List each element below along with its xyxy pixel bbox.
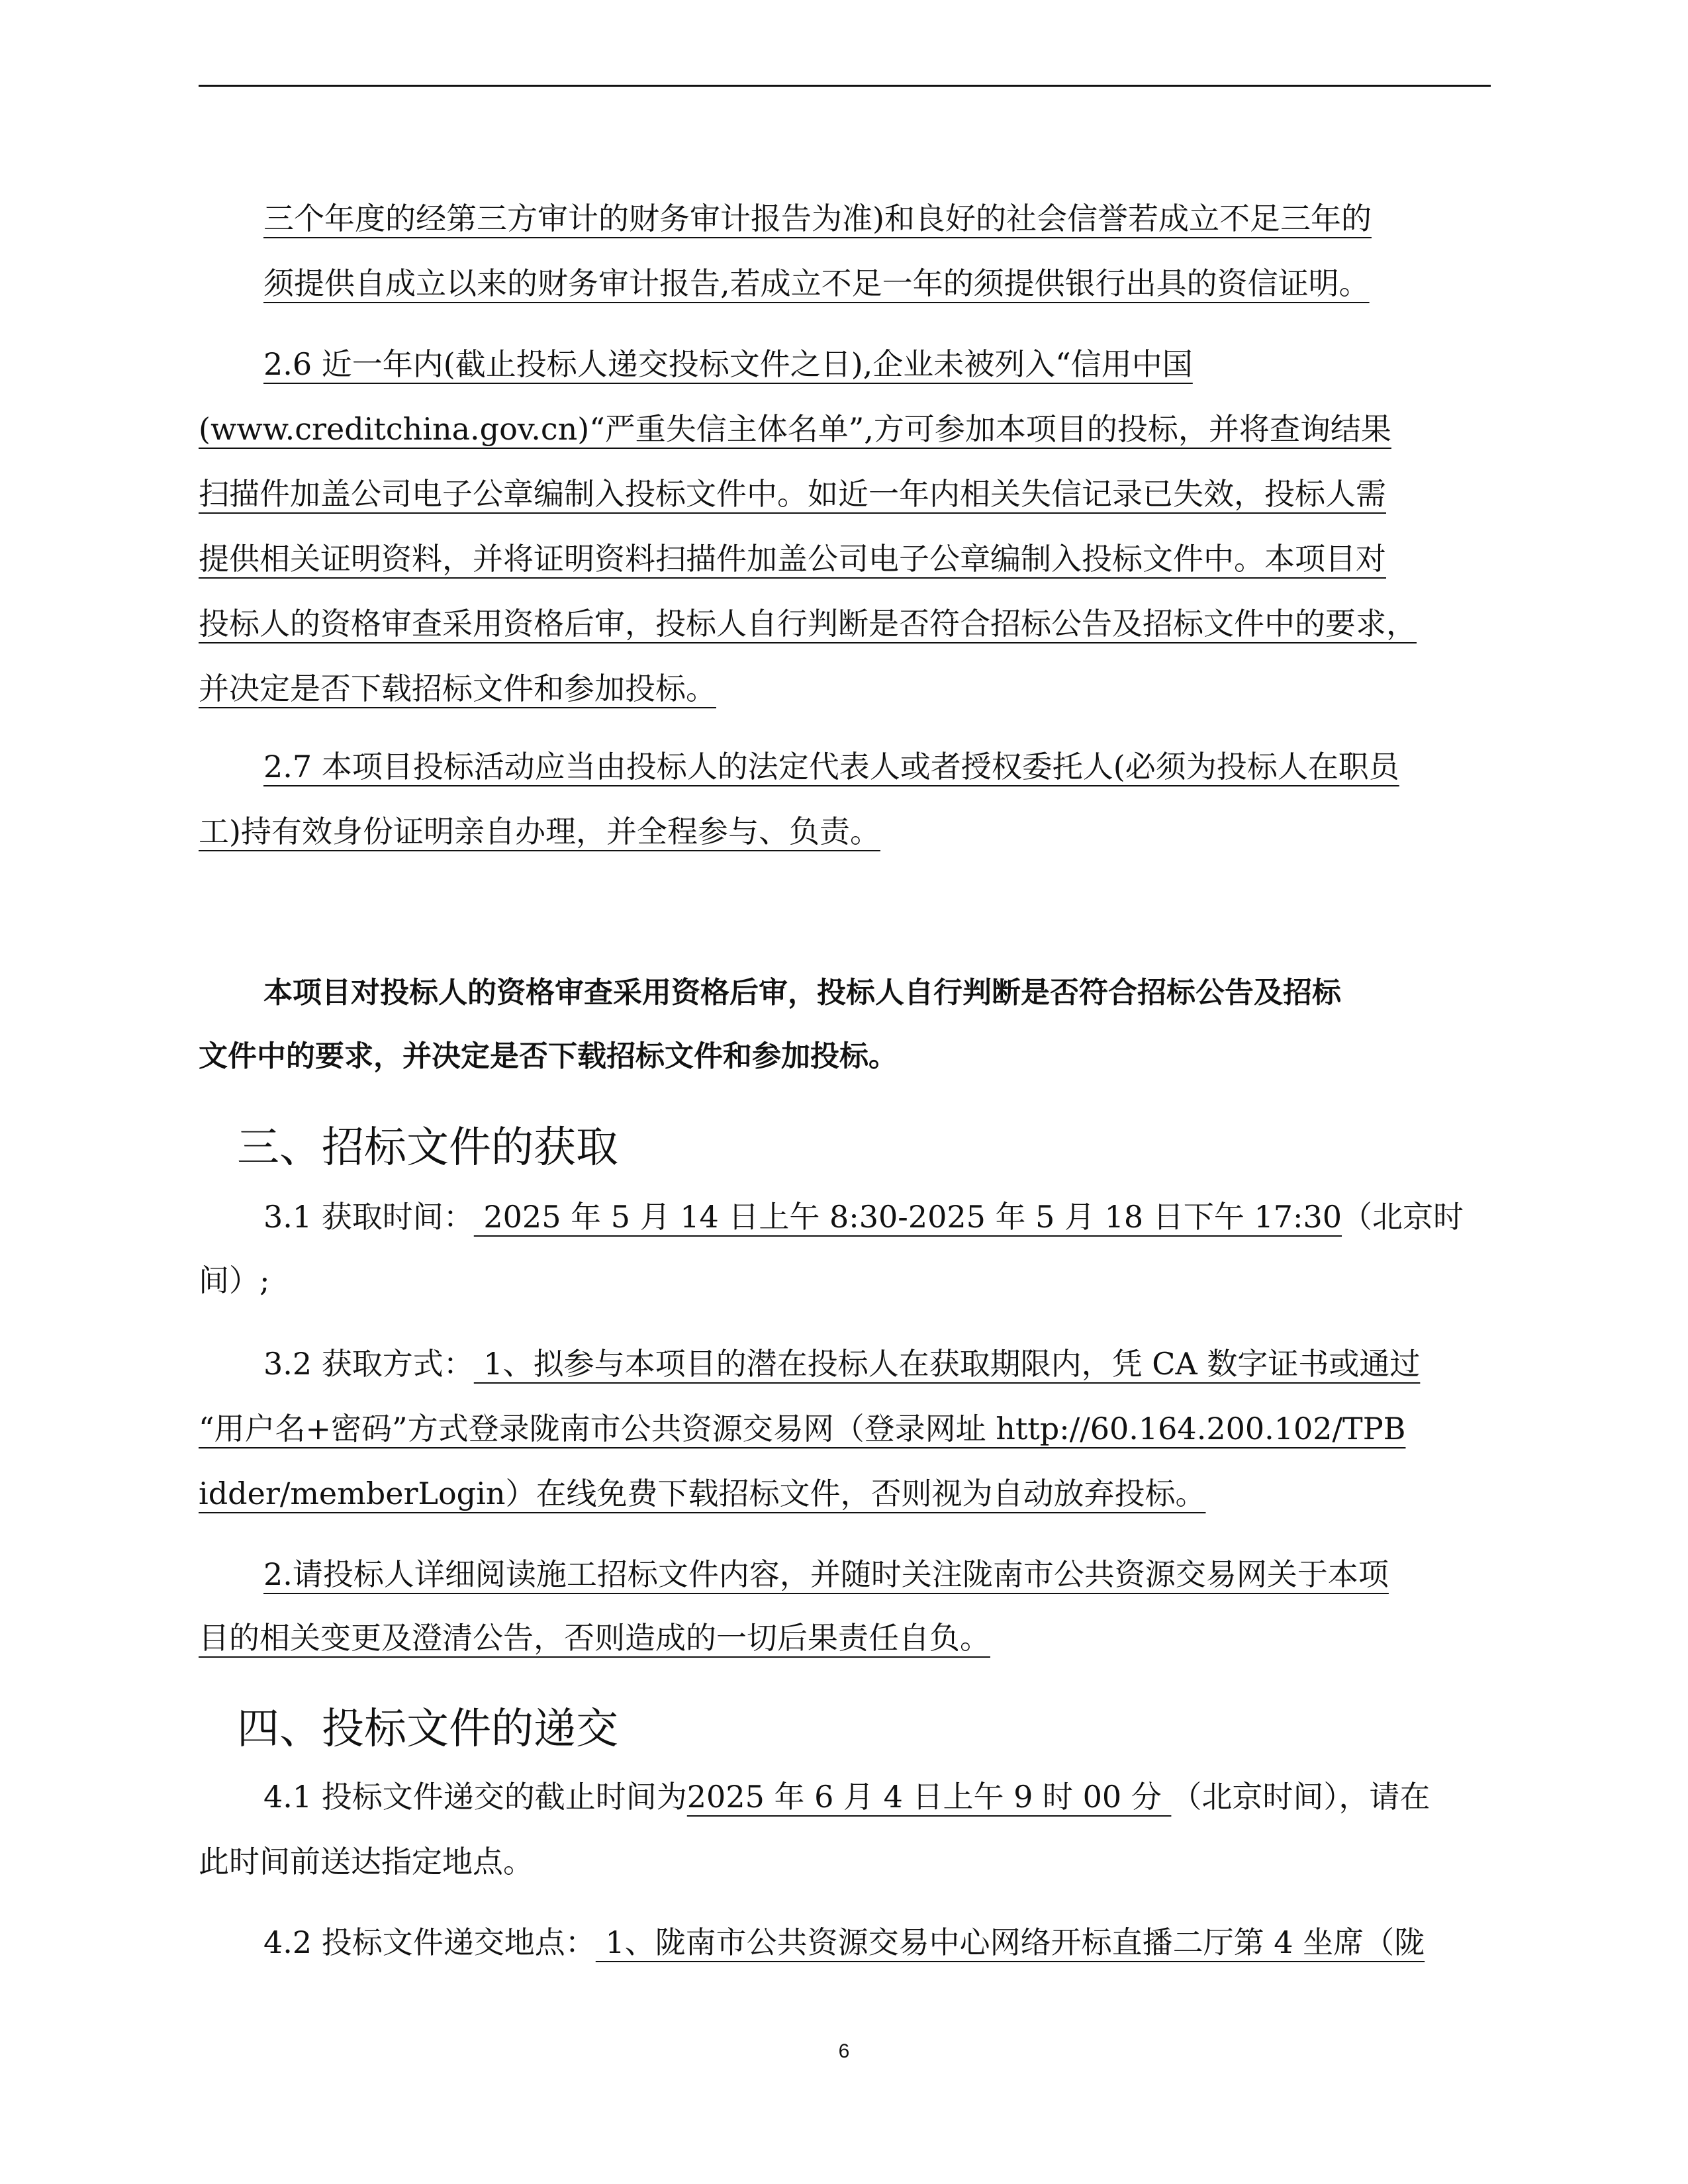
paragraph-line: 2.7 本项目投标活动应当由投标人的法定代表人或者授权委托人(必须为投标人在职员 — [263, 749, 1399, 784]
paragraph-line — [263, 1923, 1425, 1962]
paragraph-line: 三个年度的经第三方审计的财务审计报告为准)和良好的社会信誉若成立不足三年的 — [263, 201, 1372, 236]
paragraph-line: 投标人的资格审查采用资格后审，投标人自行判断是否符合招标公告及招标文件中的要求， — [199, 606, 1417, 641]
paragraph-line: 此时间前送达指定地点。 — [199, 1844, 534, 1879]
label-text: 4.1 投标文件递交的截止时间为 — [263, 1779, 687, 1815]
page-number: 6 — [838, 2040, 850, 2062]
section-heading: 四、投标文件的递交 — [237, 1705, 618, 1754]
paragraph-line — [263, 1777, 1430, 1817]
underlined-value: 2025 年 5 月 14 日上午 8:30-2025 年 5 月 18 日下午 17:30 — [473, 1199, 1342, 1235]
paragraph-line: 2.6 近一年内(截止投标人递交投标文件之日),企业未被列入“信用中国 — [263, 346, 1193, 382]
section-heading: 三、招标文件的获取 — [237, 1123, 618, 1172]
label-text: （北京时 — [1342, 1199, 1464, 1235]
paragraph-line: 须提供自成立以来的财务审计报告,若成立不足一年的须提供银行出具的资信证明。 — [263, 265, 1370, 301]
underlined-value: 1、陇南市公共资源交易中心网络开标直播二厅第 4 坐席（陇 — [595, 1924, 1425, 1960]
paragraph-line: 2.请投标人详细阅读施工招标文件内容，并随时关注陇南市公共资源交易网关于本项 — [263, 1556, 1389, 1592]
paragraph-line: 提供相关证明资料，并将证明资料扫描件加盖公司电子公章编制入投标文件中。本项目对 — [199, 541, 1386, 577]
label-text: 3.2 获取方式： — [263, 1346, 474, 1382]
paragraph-line — [263, 1197, 1464, 1237]
paragraph-line: 扫描件加盖公司电子公章编制入投标文件中。如近一年内相关失信记录已失效，投标人需 — [199, 476, 1386, 512]
paragraph-line: “用户名+密码”方式登录陇南市公共资源交易网（登录网址 http://60.164.200.102/TPB — [199, 1411, 1406, 1447]
label-text: 4.2 投标文件递交地点： — [263, 1924, 596, 1960]
header-rule — [199, 85, 1491, 87]
paragraph-line: 并决定是否下载招标文件和参加投标。 — [199, 671, 716, 706]
paragraph-line: idder/memberLogin）在线免费下载招标文件，否则视为自动放弃投标。 — [199, 1476, 1206, 1511]
paragraph-line: 工)持有效身份证明亲自办理，并全程参与、负责。 — [199, 814, 880, 849]
bold-notice-line: 本项目对投标人的资格审查采用资格后审，投标人自行判断是否符合招标公告及招标 — [263, 976, 1341, 1010]
paragraph-line: 间）; — [199, 1262, 270, 1298]
underlined-value: 1、拟参与本项目的潜在投标人在获取期限内，凭 CA 数字证书或通过 — [473, 1346, 1421, 1382]
bold-notice-line: 文件中的要求，并决定是否下载招标文件和参加投标。 — [199, 1039, 898, 1073]
label-text: （北京时间），请在 — [1171, 1779, 1430, 1815]
label-text: 3.1 获取时间： — [263, 1199, 474, 1235]
underlined-value: 2025 年 6 月 4 日上午 9 时 00 分 — [686, 1779, 1172, 1815]
paragraph-line: 目的相关变更及澄清公告，否则造成的一切后果责任自负。 — [199, 1620, 990, 1656]
paragraph-line: (www.creditchina.gov.cn)“严重失信主体名单”,方可参加本项目的投标，并将查询结果 — [199, 411, 1391, 447]
paragraph-line — [263, 1344, 1420, 1384]
